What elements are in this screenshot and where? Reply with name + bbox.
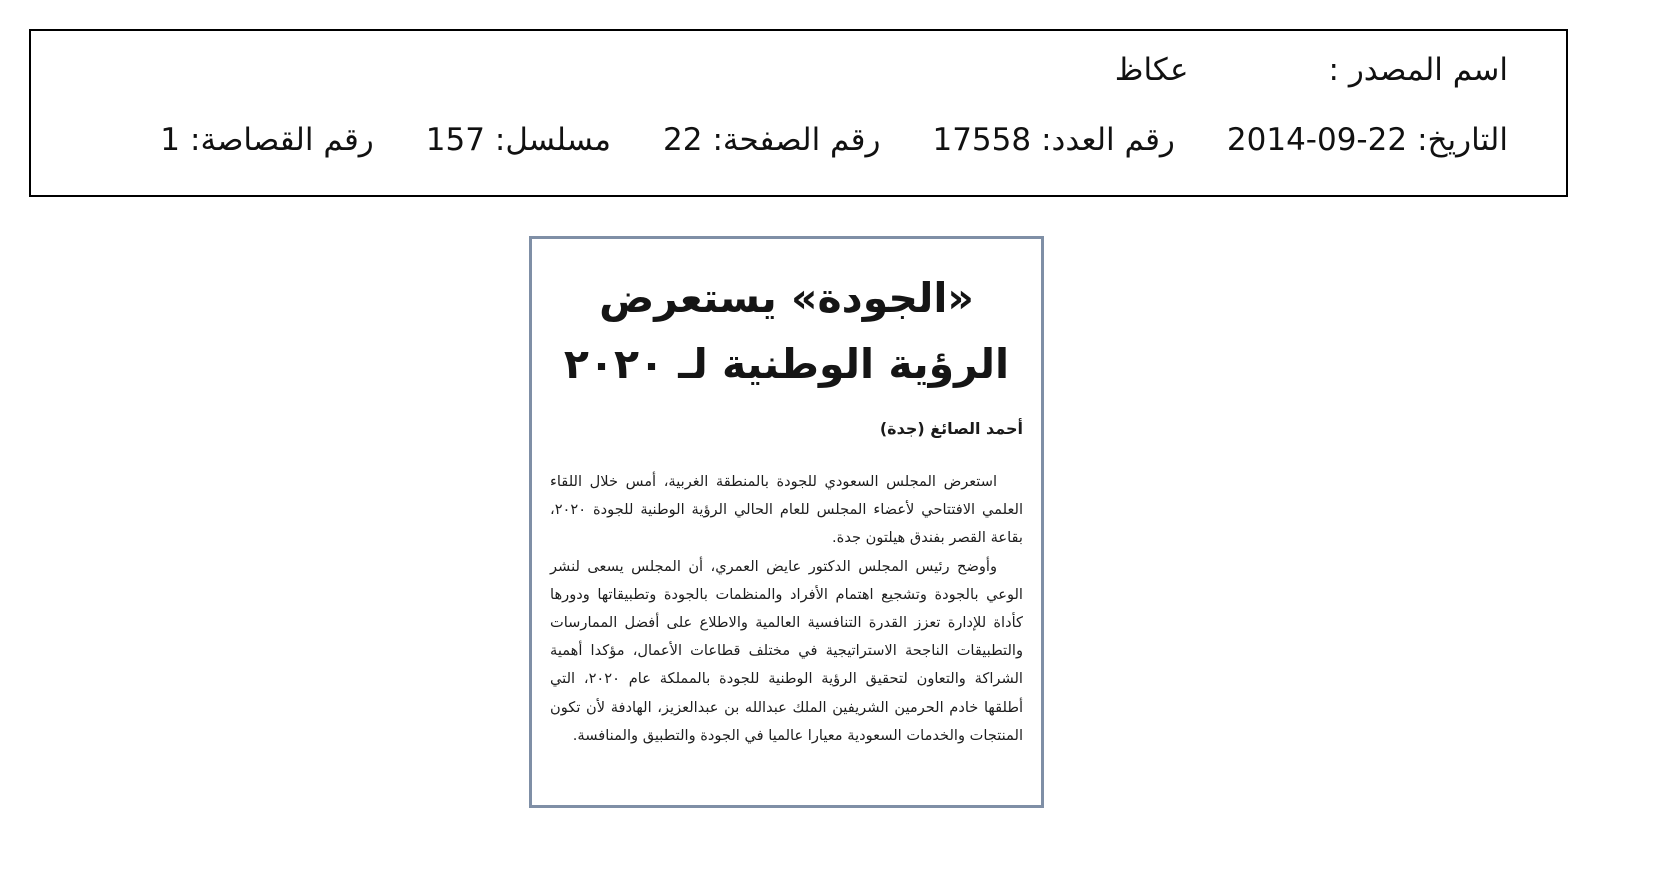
page-label: رقم الصفحة: [712,122,881,158]
source-row [1114,52,1508,88]
article-body [550,468,1023,750]
date-field [1226,122,1508,158]
newspaper-clipping [529,236,1044,808]
serial-field [425,122,612,158]
article-byline: أحمد الصائغ (جدة) [879,419,1023,438]
date-label: التاريخ: [1417,122,1508,158]
headline-line-1: «الجودة» يستعرض [599,274,974,322]
issue-value: 17558 [932,122,1032,158]
clip-value: 1 [160,122,181,158]
article-paragraph: وأوضح رئيس المجلس الدكتور عايض العمري، أن المجلس يسعى لنشر الوعي بالجودة وتشجيع اهتمام الأفراد والمنظمات بالجودة وتطبيقاتها ودورها كأداة للإدارة تعزز القدرة التنافسية العالمية والاطلاع على أفضل الممارسات والتطبيقات الناجحة الاستراتيجية في مختلف قطاعات الأعمال، مؤكدا أهمية الشراكة والتعاون لتحقيق الرؤية الوطنية للجودة بالمملكة عام ٢٠٢٠، التي أطلقها خادم الحرمين الشريفين الملك عبدالله بن عبدالعزيز، الهادفة لأن تكون المنتجات والخدمات السعودية معيارا عالميا في الجودة والتطبيق والمنافسة. [550,557,1023,744]
serial-value: 157 [425,122,485,158]
clip-field [160,122,374,158]
source-info-box [29,29,1568,197]
date-value: 2014-09-22 [1226,122,1408,158]
page-value: 22 [663,122,703,158]
serial-label: مسلسل: [494,122,612,158]
details-row [160,122,1508,158]
headline-line-2: الرؤية الوطنية لـ ٢٠٢٠ [563,340,1010,388]
article-headline [550,265,1023,397]
issue-label: رقم العدد: [1041,122,1175,158]
source-label: اسم المصدر : [1328,52,1508,88]
source-value: عكاظ [1114,52,1189,88]
clip-label: رقم القصاصة: [190,122,374,158]
article-paragraph: استعرض المجلس السعودي للجودة بالمنطقة الغربية، أمس خلال اللقاء العلمي الافتتاحي لأعضاء المجلس للعام الحالي الرؤية الوطنية للجودة ٢٠٢٠، بقاعة القصر بفندق هيلتون جدة. [550,473,1023,547]
issue-field [932,122,1175,158]
page-field [663,122,881,158]
